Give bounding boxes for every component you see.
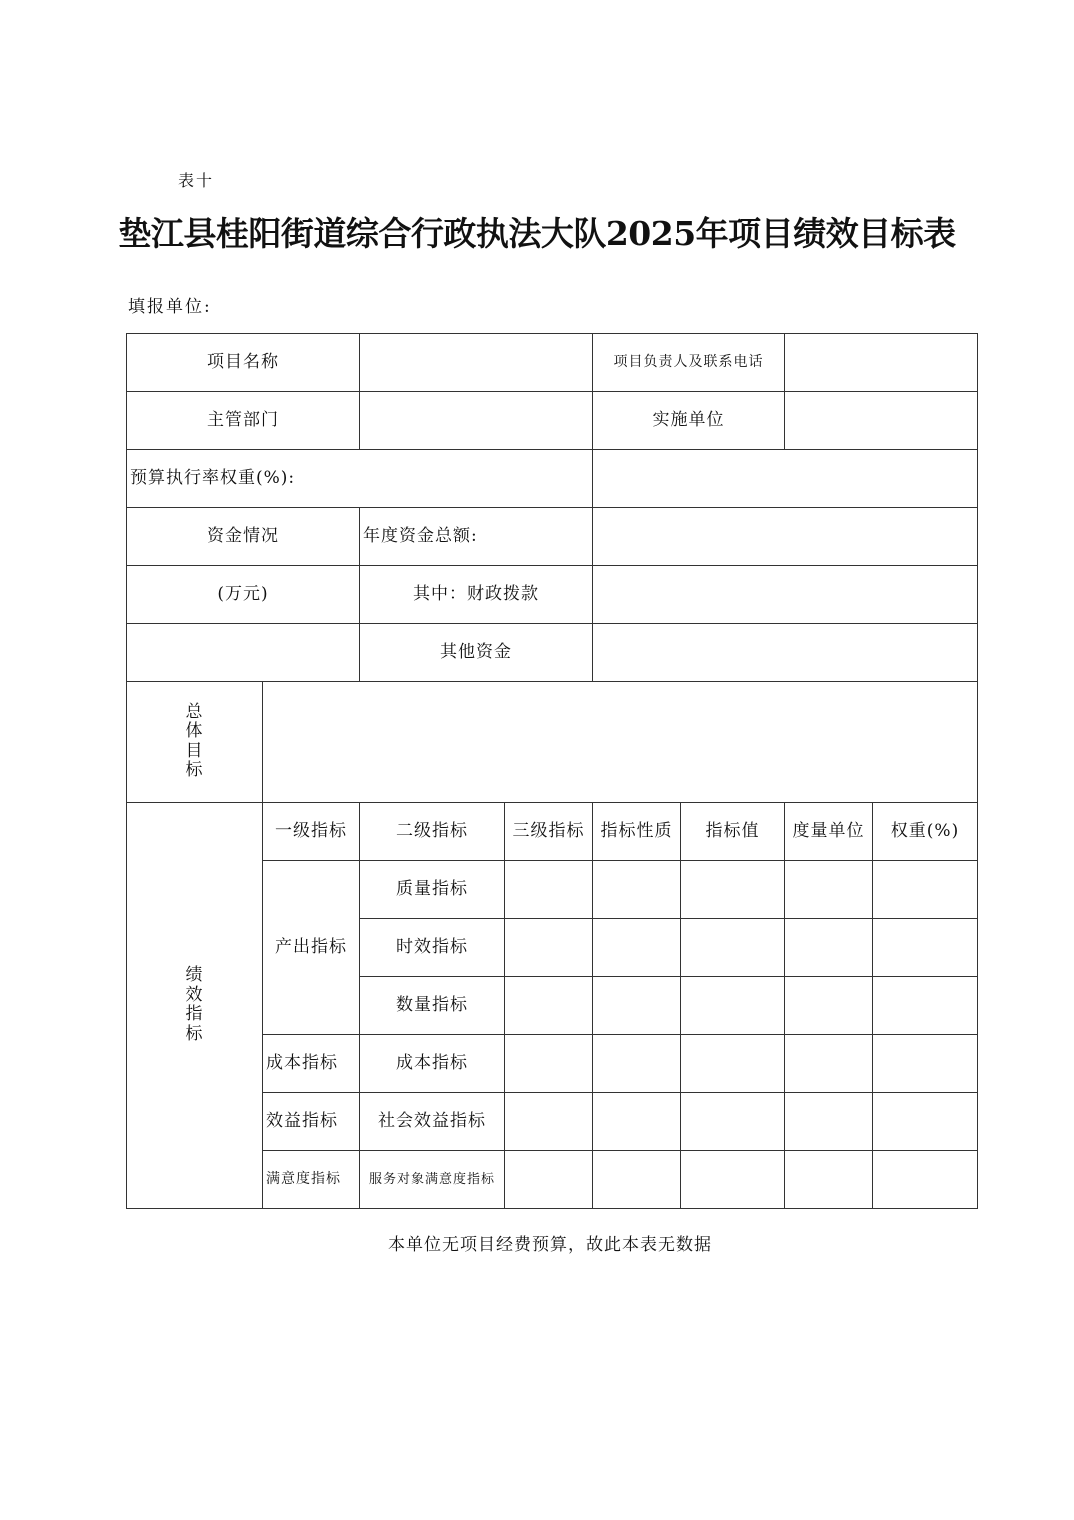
table-cell[interactable] <box>505 977 593 1035</box>
header-nature: 指标性质 <box>593 803 681 861</box>
cost-indicator-l2-label: 成本指标 <box>360 1035 505 1093</box>
output-indicator-label: 产出指标 <box>263 861 360 1035</box>
perf-indicators-label <box>127 803 263 1209</box>
table-cell[interactable] <box>785 1151 873 1209</box>
cost-indicator-l1-label: 成本指标 <box>263 1035 360 1093</box>
table-row <box>127 624 978 682</box>
table-cell[interactable] <box>681 1035 785 1093</box>
project-lead-phone-label: 项目负责人及联系电话 <box>593 334 785 392</box>
table-cell[interactable] <box>593 1151 681 1209</box>
header-value: 指标值 <box>681 803 785 861</box>
table-cell[interactable] <box>785 1093 873 1151</box>
table-cell[interactable] <box>681 1151 785 1209</box>
table-cell[interactable] <box>593 1035 681 1093</box>
table-row <box>127 450 978 508</box>
table-row <box>127 566 978 624</box>
table-cell[interactable] <box>593 1093 681 1151</box>
quality-indicator-label: 质量指标 <box>360 861 505 919</box>
implementing-unit-label: 实施单位 <box>593 392 785 450</box>
table-cell[interactable] <box>593 861 681 919</box>
header-level1: 一级指标 <box>263 803 360 861</box>
service-satisfaction-indicator-label: 服务对象满意度指标 <box>360 1151 505 1209</box>
annual-total-label: 年度资金总额: <box>360 508 593 566</box>
table-row <box>127 334 978 392</box>
supervising-dept-value[interactable] <box>360 392 593 450</box>
table-cell[interactable] <box>873 977 978 1035</box>
header-level3: 三级指标 <box>505 803 593 861</box>
table-row <box>127 682 978 803</box>
perf-indicators-text: 绩效指标 <box>185 965 204 1044</box>
table-cell[interactable] <box>593 977 681 1035</box>
table-row <box>127 392 978 450</box>
annual-total-value[interactable] <box>593 508 978 566</box>
table-cell[interactable] <box>873 1151 978 1209</box>
social-benefit-indicator-label: 社会效益指标 <box>360 1093 505 1151</box>
table-cell[interactable] <box>505 1093 593 1151</box>
overall-goal-text: 总体目标 <box>185 701 204 781</box>
overall-goal-label <box>127 682 263 803</box>
table-row <box>127 803 978 861</box>
table-cell[interactable] <box>681 1093 785 1151</box>
table-cell[interactable] <box>785 919 873 977</box>
quantity-indicator-label: 数量指标 <box>360 977 505 1035</box>
performance-goal-table <box>126 333 978 1209</box>
empty-cell <box>127 624 360 682</box>
timeliness-indicator-label: 时效指标 <box>360 919 505 977</box>
header-level2: 二级指标 <box>360 803 505 861</box>
table-cell[interactable] <box>505 1035 593 1093</box>
table-cell[interactable] <box>873 919 978 977</box>
budget-exec-weight-label: 预算执行率权重(%): <box>127 450 593 508</box>
project-name-label: 项目名称 <box>127 334 360 392</box>
table-cell[interactable] <box>681 861 785 919</box>
table-cell[interactable] <box>873 861 978 919</box>
table-cell[interactable] <box>873 1093 978 1151</box>
funding-status-label: 资金情况 <box>127 508 360 566</box>
project-lead-phone-value[interactable] <box>785 334 978 392</box>
table-number-label: 表十 <box>178 171 215 190</box>
table-cell[interactable] <box>681 977 785 1035</box>
table-cell[interactable] <box>593 919 681 977</box>
table-cell[interactable] <box>505 1151 593 1209</box>
implementing-unit-value[interactable] <box>785 392 978 450</box>
table-cell[interactable] <box>505 919 593 977</box>
table-cell[interactable] <box>785 977 873 1035</box>
benefit-indicator-label: 效益指标 <box>263 1093 360 1151</box>
fiscal-allocation-value[interactable] <box>593 566 978 624</box>
unit-wan-label: (万元) <box>127 566 360 624</box>
table-cell[interactable] <box>681 919 785 977</box>
other-funds-label: 其他资金 <box>360 624 593 682</box>
overall-goal-value[interactable] <box>263 682 978 803</box>
footer-note: 本单位无项目经费预算，故此本表无数据 <box>388 1235 712 1255</box>
other-funds-value[interactable] <box>593 624 978 682</box>
header-unit: 度量单位 <box>785 803 873 861</box>
fiscal-allocation-label: 其中：财政拨款 <box>360 566 593 624</box>
table-cell[interactable] <box>785 1035 873 1093</box>
table-cell[interactable] <box>505 861 593 919</box>
filler-unit-label: 填报单位: <box>128 297 212 317</box>
satisfaction-indicator-label: 满意度指标 <box>263 1151 360 1209</box>
supervising-dept-label: 主管部门 <box>127 392 360 450</box>
table-row <box>127 508 978 566</box>
project-name-value[interactable] <box>360 334 593 392</box>
table-cell[interactable] <box>873 1035 978 1093</box>
budget-exec-weight-value[interactable] <box>593 450 978 508</box>
page-title: 垫江县桂阳街道综合行政执法大队2025年项目绩效目标表 <box>118 214 956 253</box>
header-weight: 权重(%) <box>873 803 978 861</box>
table-cell[interactable] <box>785 861 873 919</box>
